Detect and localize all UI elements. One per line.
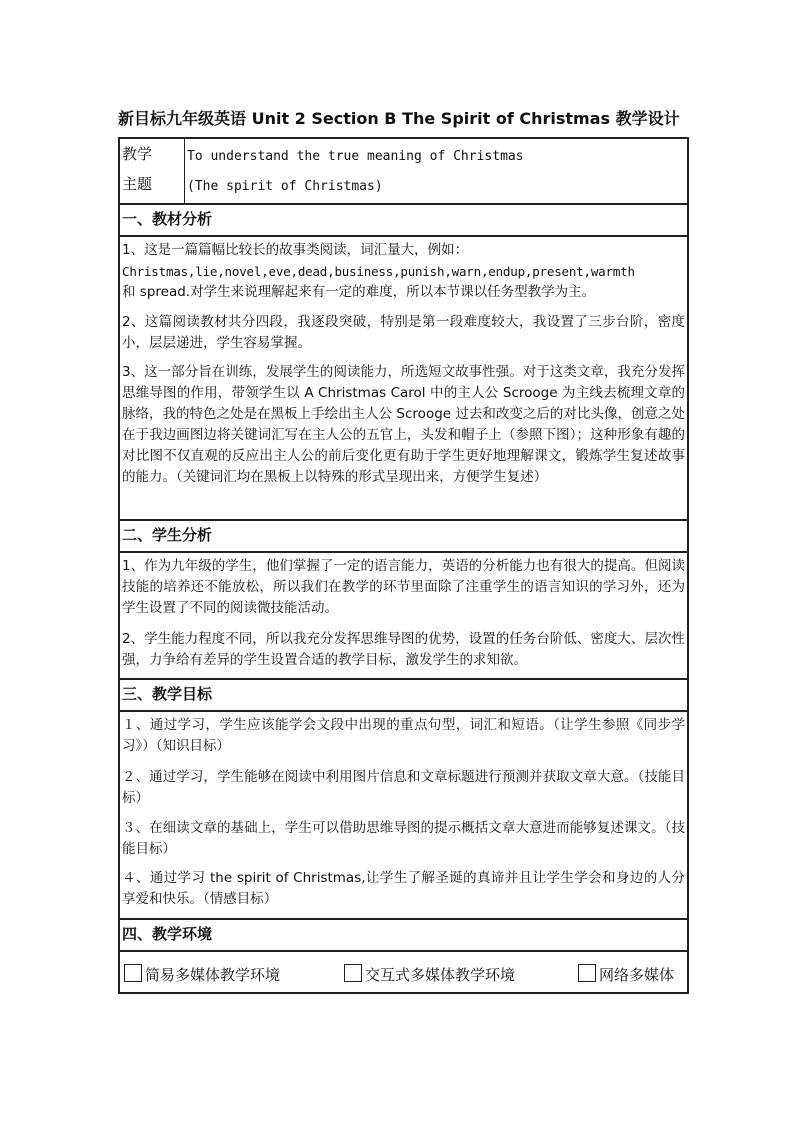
goals-heading-row xyxy=(120,678,687,710)
topic-divider xyxy=(184,139,185,203)
checkbox-interactive[interactable] xyxy=(344,964,362,982)
students-heading: 二、学生分析 xyxy=(122,526,213,544)
env-option-network-label: 网络多媒体 xyxy=(599,966,675,984)
environment-options-row xyxy=(120,950,687,992)
goals-heading: 三、教学目标 xyxy=(122,685,213,703)
env-option-interactive[interactable] xyxy=(344,964,515,985)
goal-2: ２、通过学习，学生能够在阅读中利用图片信息和文章标题进行预测并获取文章大意。（技能目标） xyxy=(122,769,685,806)
goals-content-row xyxy=(120,710,687,918)
material-p1-line1: 1、这是一篇篇幅比较长的故事类阅读，词汇量大，例如： xyxy=(122,242,469,258)
topic-line1: To understand the true meaning of Christmas xyxy=(187,149,524,164)
material-heading-row xyxy=(120,203,687,235)
material-content-row xyxy=(120,235,687,519)
topic-label xyxy=(122,139,184,199)
environment-heading: 四、教学环境 xyxy=(122,925,213,943)
lesson-plan-table xyxy=(118,137,689,994)
env-option-interactive-label: 交互式多媒体教学环境 xyxy=(365,966,516,984)
topic-line2: (The spirit of Christmas) xyxy=(187,179,383,194)
checkbox-network[interactable] xyxy=(578,964,596,982)
env-option-network[interactable] xyxy=(578,964,674,985)
env-option-simple[interactable] xyxy=(124,964,280,985)
material-p1-line3: 和 spread.对学生来说理解起来有一定的难度，所以本节课以任务型教学为主。 xyxy=(122,284,596,300)
checkbox-simple[interactable] xyxy=(124,964,142,982)
students-content-row xyxy=(120,551,687,678)
topic-content xyxy=(187,142,524,202)
topic-label-line1: 教学 xyxy=(122,145,153,163)
material-paragraph-3: 3、这一部分旨在训练，发展学生的阅读能力，所选短文故事性强。对于这类文章，我充分发挥思维导图的作用，带领学生以 A Christmas Carol 中的主人公 Scrooge 为主线去梳理文章的脉络，我的特色之处是在黑板上手绘出主人公 Scrooge 过去和改变之后的对比头像，创意之处在于我边画图边将关键词汇写在主人公的五官上，头发和帽子上（参照下图）；这种形象有趣的对比图不仅直观的反应出主人公的前后变化更有助于学生更好地理解课文，锻炼学生复述故事的能力。（关键词汇均在黑板上以特殊的形式呈现出来，方便学生复述） xyxy=(122,364,685,485)
students-heading-row xyxy=(120,519,687,551)
goal-1: １、通过学习，学生应该能学会文段中出现的重点句型，词汇和短语。（让学生参照《同步学习》）（知识目标） xyxy=(122,717,685,754)
env-option-simple-label: 简易多媒体教学环境 xyxy=(145,966,281,984)
goal-3: ３、在细读文章的基础上，学生可以借助思维导图的提示概括文章大意进而能够复述课文。（技能目标） xyxy=(122,820,685,857)
topic-label-line2: 主题 xyxy=(122,175,153,193)
material-paragraph-2: 2、这篇阅读教材共分四段，我逐段突破，特别是第一段难度较大，我设置了三步台阶，密度小，层层递进，学生容易掌握。 xyxy=(122,314,685,351)
material-paragraph-1 xyxy=(122,240,685,303)
topic-row xyxy=(120,139,687,203)
students-paragraph-2: 2、学生能力程度不同，所以我充分发挥思维导图的优势，设置的任务台阶低、密度大、层次性强，力争给有差异的学生设置合适的教学目标，激发学生的求知欲。 xyxy=(122,631,685,668)
environment-heading-row xyxy=(120,918,687,950)
material-p1-word-list: Christmas,lie,novel,eve,dead,business,punish,warn,endup,present,warmth xyxy=(122,264,635,279)
goal-4: ４、通过学习 the spirit of Christmas,让学生了解圣诞的真谛并且让学生学会和身边的人分享爱和快乐。（情感目标） xyxy=(122,870,685,907)
students-paragraph-1: 1、作为九年级的学生，他们掌握了一定的语言能力，英语的分析能力也有很大的提高。但阅读技能的培养还不能放松，所以我们在教学的环节里面除了注重学生的语言知识的学习外，还为学生设置了不同的阅读微技能活动。 xyxy=(122,558,685,616)
document-title: 新目标九年级英语 Unit 2 Section B The Spirit of Christmas 教学设计 xyxy=(118,109,680,128)
material-heading: 一、教材分析 xyxy=(122,210,213,228)
